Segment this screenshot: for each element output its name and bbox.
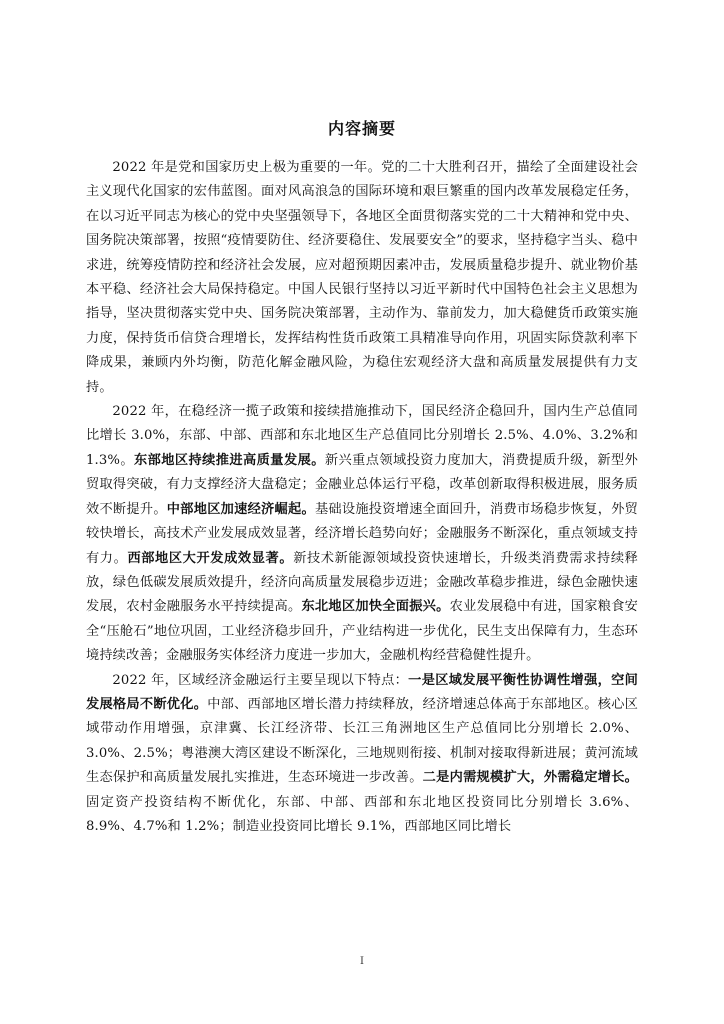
- bold-heading-run: 西部地区大开发成效显著。: [127, 550, 294, 566]
- body-text: [86, 156, 638, 839]
- bold-heading-run: 中部地区加速经济崛起。: [166, 501, 315, 517]
- page-title: 内容摘要: [327, 119, 396, 138]
- text-run: 2022 年，在稳经济一揽子政策和接续措施推动下，国民经济企稳回升，国内生产总值同比增长 3.0%，东部、中部、西部和东北地区生产总值同比分别增长 2.5%、4.0%、3.2%和 1.3%。: [86, 404, 638, 468]
- text-run: 中部、西部地区增长潜力持续释放，经济增速总体高于东部地区。核心区域带动作用增强，京津冀、长江经济带、长江三角洲地区生产总值同比分别增长 2.0%、3.0%、2.5%；粤港澳大湾区建设不断深化，三地规则衔接、机制对接取得新进展；黄河流域生态保护和高质量发展扎实推进，生态环境进一步改善。: [86, 696, 638, 786]
- bold-heading-run: 东部地区持续推进高质量发展。: [134, 452, 325, 468]
- bold-heading-run: 东北地区加快全面振兴。: [301, 599, 450, 615]
- paragraph: [86, 156, 638, 400]
- paragraph: [86, 400, 638, 668]
- page-number: I: [360, 956, 364, 967]
- text-run: 2022 年，区域经济金融运行主要呈现以下特点：: [112, 672, 409, 688]
- paragraph: [86, 669, 638, 840]
- text-run: 固定资产投资结构不断优化，东部、中部、西部和东北地区投资同比分别增长 3.6%、8.9%、4.7%和 1.2%；制造业投资同比增长 9.1%，西部地区同比增长: [86, 794, 638, 834]
- text-run: 新技术新能源领域投资快速增长，升级类消费需求持续释放，绿色低碳发展质效提升，经济向高质量发展稳步迈进；金融改革稳步推进，绿色金融快速发展，农村金融服务水平持续提高。: [86, 550, 638, 615]
- text-run: 农业发展稳中有进，国家粮食安全“压舱石”地位巩固，工业经济稳步回升，产业结构进一步优化，民生支出保障有力，生态环境持续改善；金融服务实体经济力度进一步加大，金融机构经营稳健性提升。: [86, 599, 639, 664]
- bold-heading-run: 一是区域发展平衡性协调性增强，空间发展格局不断优化。: [86, 672, 638, 712]
- text-run: 基础设施投资增速全面回升，消费市场稳步恢复，外贸较快增长，高技术产业发展成效显著，经济增长趋势向好；金融服务不断深化，重点领域支持有力。: [86, 501, 638, 566]
- text-run: 新兴重点领域投资力度加大，消费提质升级，新型外贸取得突破，有力支撑经济大盘稳定；金融业总体运行平稳，改革创新取得积极进展，服务质效不断提升。: [86, 452, 638, 517]
- bold-heading-run: 二是内需规模扩大，外需稳定增长。: [422, 770, 639, 786]
- text-run: 2022 年是党和国家历史上极为重要的一年。党的二十大胜利召开，描绘了全面建设社会主义现代化国家的宏伟蓝图。面对风高浪急的国际环境和艰巨繁重的国内改革发展稳定任务，在以习近平同志为核心的党中央坚强领导下，各地区全面贯彻落实党的二十大精神和党中央、国务院决策部署，按照“疫情要防住、经济要稳住、发展要安全”的要求，坚持稳字当头、稳中求进，统筹疫情防控和经济社会发展，应对超预期因素冲击，发展质量稳步提升、就业物价基本平稳、经济社会大局保持稳定。中国人民银行坚持以习近平新时代中国特色社会主义思想为指导，坚决贯彻落实党中央、国务院决策部署，主动作为、靠前发力，加大稳健货币政策实施力度，保持货币信贷合理增长，发挥结构性货币政策工具精准导向作用，巩固实际贷款利率下降成果，兼顾内外均衡，防范化解金融风险，为稳住宏观经济大盘和高质量发展提供有力支持。: [86, 160, 638, 395]
